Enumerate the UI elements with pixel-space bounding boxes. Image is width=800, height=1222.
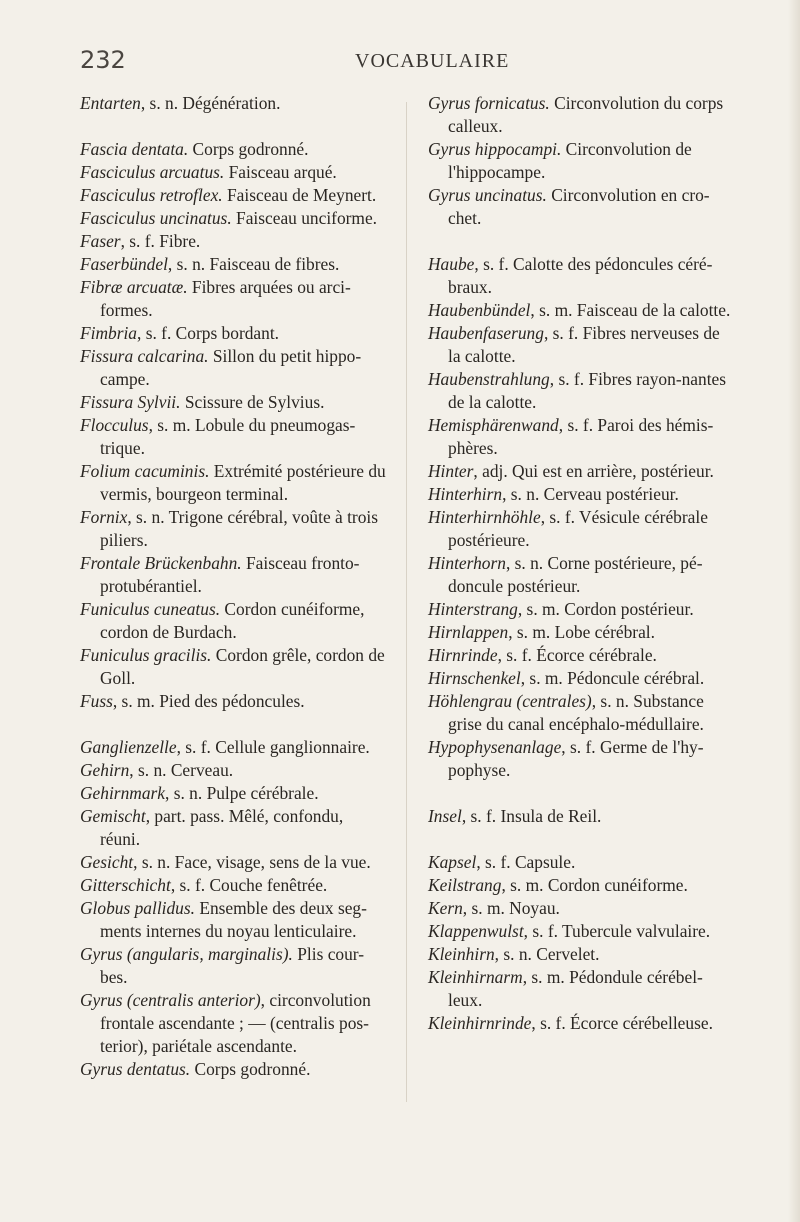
dictionary-entry [428, 460, 734, 483]
entry-term: Gehirn [80, 760, 130, 780]
entry-term: Haubenfaserung [428, 323, 544, 343]
entry-term: Fissura Sylvii. [80, 392, 181, 412]
entry-term: Gyrus dentatus. [80, 1059, 191, 1079]
entry-term: Faserbündel [80, 254, 168, 274]
entry-definition: , s. m. Lobe cérébral. [508, 622, 655, 642]
entry-term: Insel [428, 806, 462, 826]
entry-term: Hirnrinde [428, 645, 498, 665]
entry-definition: , s. n. Dégénération. [140, 93, 281, 113]
dictionary-entry [428, 874, 734, 897]
dictionary-entry [428, 644, 734, 667]
entry-term: Gitterschicht [80, 875, 171, 895]
entry-definition: Cordon cunéiforme, cordon de Burdach. [100, 599, 365, 642]
dictionary-entry [80, 874, 386, 897]
dictionary-entry [428, 299, 734, 322]
entry-definition: Fibres arquées ou arci-formes. [100, 277, 351, 320]
entry-definition: , s. m. Pédoncule cérébral. [520, 668, 705, 688]
entry-definition: Sillon du petit hippo-campe. [100, 346, 362, 389]
dictionary-entry [80, 414, 386, 460]
dictionary-entry [80, 552, 386, 598]
entry-definition: , s. n. Trigone cérébral, voûte à trois piliers. [100, 507, 379, 550]
dictionary-entry [428, 483, 734, 506]
running-head: VOCABULAIRE [355, 50, 510, 72]
entry-definition: , s. m. Cordon postérieur. [517, 599, 694, 619]
page-header [0, 46, 800, 86]
entry-term: Fasciculus uncinatus. [80, 208, 232, 228]
entry-definition: , s. f. Corps bordant. [137, 323, 280, 343]
entry-term: Ganglienzelle [80, 737, 177, 757]
dictionary-entry [80, 989, 386, 1058]
dictionary-entry [428, 598, 734, 621]
entry-definition: , s. n. Pulpe cérébrale. [165, 783, 319, 803]
entry-term: Kleinhirn [428, 944, 495, 964]
entry-definition: , s. m. Pied des pédoncules. [112, 691, 305, 711]
entry-term: Kapsel [428, 852, 477, 872]
entry-definition: , s. f. Écorce cérébrale. [497, 645, 657, 665]
dictionary-entry [428, 805, 734, 828]
dictionary-entry [80, 943, 386, 989]
entry-term: Klappenwulst [428, 921, 524, 941]
dictionary-entry [80, 759, 386, 782]
entry-term: Hinterstrang [428, 599, 518, 619]
dictionary-entry [428, 552, 734, 598]
entry-definition: , s. f. Vésicule cérébrale postérieure. [448, 507, 708, 550]
dictionary-entry [428, 690, 734, 736]
entry-term: Kleinhirnarm [428, 967, 523, 987]
entry-term: Globus pallidus. [80, 898, 195, 918]
entry-term: Funiculus gracilis. [80, 645, 212, 665]
entry-definition: , s. m. Noyau. [462, 898, 560, 918]
entry-definition: Faisceau unciforme. [231, 208, 378, 228]
dictionary-entry [428, 897, 734, 920]
dictionary-entry [80, 138, 386, 161]
entry-definition: , s. n. Substance grise du canal encéphalo-médullaire. [448, 691, 704, 734]
entry-term: Gyrus uncinatus. [428, 185, 547, 205]
page-number: 232 [80, 46, 126, 74]
entry-term: Fissura calcarina. [80, 346, 209, 366]
entry-definition: , s. n. Cerveau. [129, 760, 234, 780]
entry-term: Haubenstrahlung [428, 369, 550, 389]
entry-term: Fornix [80, 507, 128, 527]
entry-term: Gyrus (angularis, marginalis). [80, 944, 293, 964]
entry-term: Flocculus [80, 415, 149, 435]
entry-definition: Scissure de Sylvius. [180, 392, 325, 412]
entry-term: Kern [428, 898, 463, 918]
dictionary-entry [428, 621, 734, 644]
entry-definition: , s. f. Fibres rayon-nantes de la calotte. [448, 369, 727, 412]
entry-term: Hinterhirn [428, 484, 503, 504]
dictionary-entry [80, 161, 386, 184]
dictionary-entry [428, 506, 734, 552]
entry-term: Funiculus cuneatus. [80, 599, 221, 619]
dictionary-entry [428, 667, 734, 690]
dictionary-entry [428, 920, 734, 943]
entry-definition: , circonvolution frontale ascendante ; — (centralis pos-terior), pariétale ascendante. [100, 990, 371, 1056]
dictionary-entry [80, 460, 386, 506]
dictionary-entry [80, 253, 386, 276]
entry-definition: Faisceau arqué. [224, 162, 337, 182]
entry-definition: , s. f. Germe de l'hy-pophyse. [448, 737, 704, 780]
dictionary-entry [80, 276, 386, 322]
dictionary-entry [428, 253, 734, 299]
entry-term: Höhlengrau (centrales) [428, 691, 592, 711]
entry-definition: , part. pass. Mêlé, confondu, réuni. [100, 806, 344, 849]
entry-definition: Faisceau de Meynert. [222, 185, 377, 205]
dictionary-entry [80, 690, 386, 713]
dictionary-entry [80, 851, 386, 874]
dictionary-entry [428, 138, 734, 184]
entry-definition: Corps godronné. [188, 139, 309, 159]
right-column [428, 92, 734, 1035]
entry-term: Fasciculus retroflex. [80, 185, 223, 205]
entry-definition: , s. n. Corne postérieure, pé-doncule postérieur. [448, 553, 703, 596]
entry-term: Hinterhorn [428, 553, 506, 573]
entry-term: Kleinhirnrinde [428, 1013, 532, 1033]
entry-term: Folium cacuminis. [80, 461, 210, 481]
entry-definition: Faisceau fronto-protubérantiel. [100, 553, 360, 596]
entry-definition: Circonvolution du corps calleux. [448, 93, 724, 136]
entry-term: Hirnschenkel [428, 668, 521, 688]
entry-definition: , s. n. Face, visage, sens de la vue. [133, 852, 371, 872]
entry-definition: , s. f. Écorce cérébelleuse. [531, 1013, 713, 1033]
entry-definition: Cordon grêle, cordon de Goll. [100, 645, 385, 688]
entry-term: Gyrus hippocampi. [428, 139, 562, 159]
dictionary-entry [428, 368, 734, 414]
dictionary-entry [428, 736, 734, 782]
entry-term: Hypophysenanlage [428, 737, 562, 757]
dictionary-entry [80, 230, 386, 253]
entry-term: Haube [428, 254, 475, 274]
entry-definition: , s. f. Paroi des hémis-phères. [448, 415, 714, 458]
dictionary-entry [80, 506, 386, 552]
dictionary-entry [80, 92, 386, 115]
dictionary-entry [428, 851, 734, 874]
entry-definition: , s. n. Faisceau de fibres. [167, 254, 340, 274]
entry-term: Gehirnmark [80, 783, 166, 803]
entry-term: Fascia dentata. [80, 139, 189, 159]
dictionary-entry [80, 322, 386, 345]
page-edge-shadow [788, 0, 800, 1222]
dictionary-entry [80, 782, 386, 805]
entry-definition: , s. f. Fibre. [120, 231, 201, 251]
dictionary-entry [428, 414, 734, 460]
dictionary-entry [80, 897, 386, 943]
entry-definition: , s. m. Cordon cunéiforme. [501, 875, 688, 895]
dictionary-entry [80, 184, 386, 207]
entry-term: Keilstrang [428, 875, 502, 895]
entry-definition: Circonvolution en cro-chet. [448, 185, 710, 228]
entry-definition: Circonvolution de l'hippocampe. [448, 139, 692, 182]
entry-definition: Ensemble des deux seg-ments internes du noyau lenticulaire. [100, 898, 367, 941]
entry-definition: , s. m. Pédondule cérébel-leux. [448, 967, 703, 1010]
entry-definition: Plis cour-bes. [100, 944, 365, 987]
entry-term: Entarten [80, 93, 141, 113]
entry-term: Hirnlappen [428, 622, 509, 642]
entry-definition: Corps godronné. [190, 1059, 311, 1079]
entry-definition: , s. f. Fibres nerveuses de la calotte. [448, 323, 720, 366]
entry-term: Frontale Brückenbahn. [80, 553, 242, 573]
dictionary-entry [428, 966, 734, 1012]
dictionary-entry [80, 1058, 386, 1081]
left-column [80, 92, 386, 1081]
dictionary-entry [428, 92, 734, 138]
column-gutter [406, 102, 407, 1102]
entry-definition: Extrémité postérieure du vermis, bourgeon terminal. [100, 461, 386, 504]
entry-term: Gemischt [80, 806, 146, 826]
entry-term: Haubenbündel [428, 300, 531, 320]
entry-term: Gesicht [80, 852, 134, 872]
entry-term: Hinter [428, 461, 474, 481]
dictionary-entry [80, 805, 386, 851]
dictionary-entry [428, 943, 734, 966]
entry-definition: , s. f. Calotte des pédoncules céré-braux. [448, 254, 713, 297]
entry-definition: , s. n. Cerveau postérieur. [502, 484, 679, 504]
entry-term: Fasciculus arcuatus. [80, 162, 225, 182]
dictionary-entry [80, 598, 386, 644]
entry-definition: , s. f. Capsule. [476, 852, 576, 872]
entry-term: Gyrus (centralis anterior) [80, 990, 261, 1010]
entry-definition: , adj. Qui est en arrière, postérieur. [473, 461, 714, 481]
dictionary-entry [428, 184, 734, 230]
entry-term: Fimbria [80, 323, 138, 343]
entry-term: Hemisphärenwand [428, 415, 559, 435]
entry-term: Gyrus fornicatus. [428, 93, 550, 113]
dictionary-entry [80, 644, 386, 690]
entry-definition: , s. f. Insula de Reil. [461, 806, 602, 826]
entry-definition: , s. f. Tubercule valvulaire. [523, 921, 711, 941]
entry-definition: , s. f. Couche fenêtrée. [170, 875, 328, 895]
entry-definition: , s. f. Cellule ganglionnaire. [176, 737, 370, 757]
dictionary-entry [80, 345, 386, 391]
dictionary-entry [428, 322, 734, 368]
entry-term: Hinterhirnhöhle [428, 507, 541, 527]
dictionary-entry [428, 1012, 734, 1035]
dictionary-entry [80, 207, 386, 230]
entry-term: Faser [80, 231, 121, 251]
dictionary-entry [80, 736, 386, 759]
entry-definition: , s. m. Faisceau de la calotte. [530, 300, 731, 320]
entry-term: Fuss [80, 691, 113, 711]
dictionary-entry [80, 391, 386, 414]
entry-definition: , s. n. Cervelet. [494, 944, 600, 964]
entry-term: Fibræ arcuatæ. [80, 277, 188, 297]
entry-definition: , s. m. Lobule du pneumogas-trique. [100, 415, 356, 458]
